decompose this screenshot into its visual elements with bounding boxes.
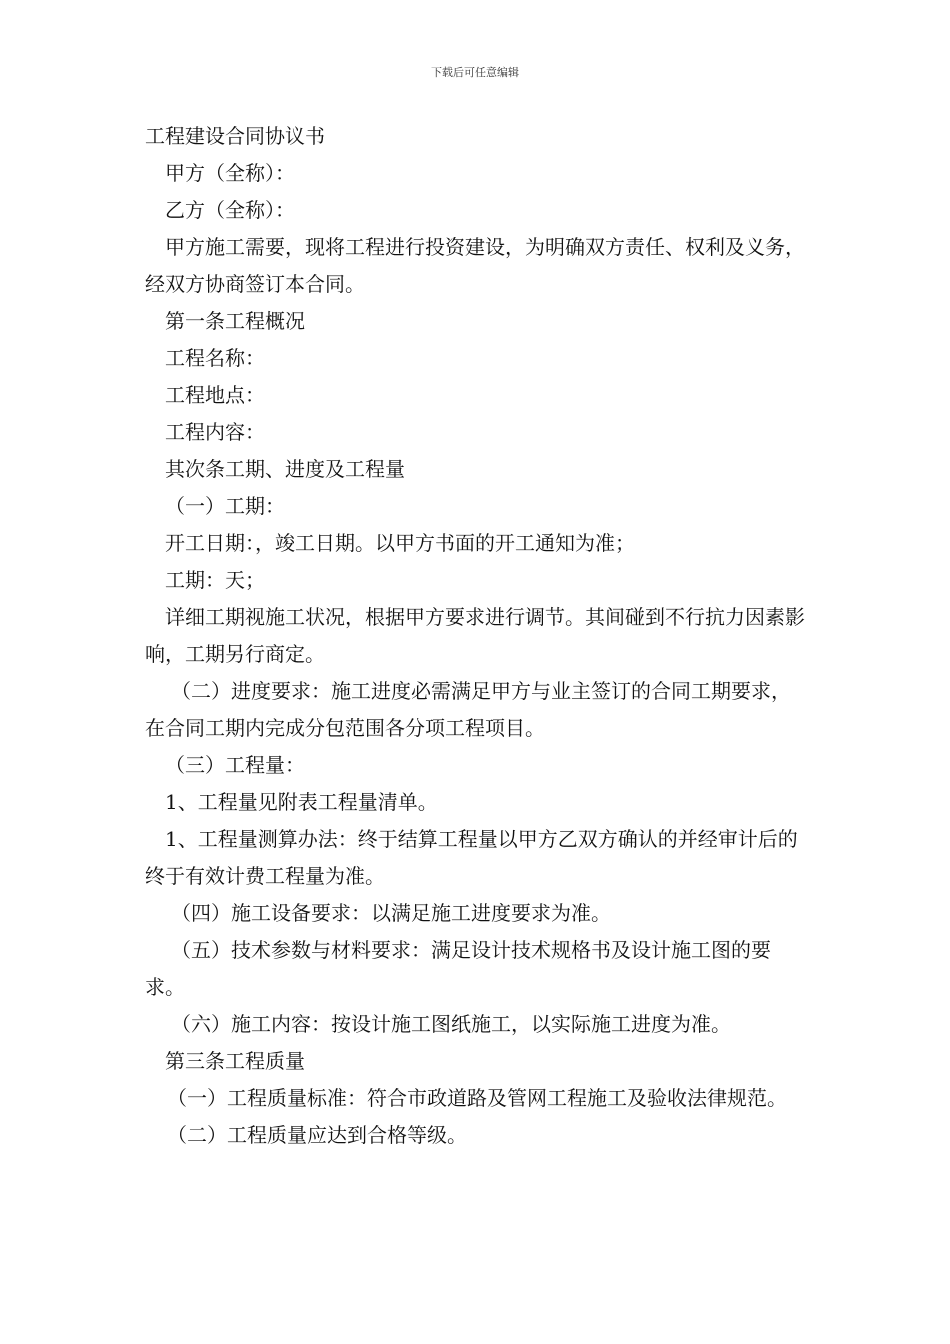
section-quantity-heading: （三）工程量： bbox=[165, 753, 305, 777]
document-title: 工程建设合同协议书 bbox=[145, 124, 325, 148]
start-end-date-line: 开工日期：，竣工日期。以甲方书面的开工通知为准； bbox=[165, 531, 635, 555]
equipment-requirement-line: （四）施工设备要求：以满足施工进度要求为准。 bbox=[171, 901, 611, 925]
section-duration-heading: （一）工期： bbox=[165, 494, 285, 518]
project-location-line: 工程地点： bbox=[165, 383, 265, 407]
party-b-line: 乙方（全称）： bbox=[165, 198, 295, 222]
document-body bbox=[145, 118, 810, 1154]
quantity-list-line: 1、工程量见附表工程量清单。 bbox=[165, 790, 438, 814]
preamble-paragraph: 甲方施工需要，现将工程进行投资建设，为明确双方责任、权利及义务，经双方协商签订本合同。 bbox=[145, 235, 805, 296]
construction-content-line: （六）施工内容：按设计施工图纸施工，以实际施工进度为准。 bbox=[171, 1012, 731, 1036]
progress-requirement-paragraph: （二）进度要求：施工进度必需满足甲方与业主签订的合同工期要求，在合同工期内完成分包范围各分项工程项目。 bbox=[145, 679, 791, 740]
party-a-line: 甲方（全称）： bbox=[165, 161, 295, 185]
material-requirement-paragraph: （五）技术参数与材料要求：满足设计技术规格书及设计施工图的要求。 bbox=[145, 938, 771, 999]
project-name-line: 工程名称： bbox=[165, 346, 265, 370]
project-content-line: 工程内容： bbox=[165, 420, 265, 444]
quantity-measurement-paragraph: 1、工程量测算办法：终于结算工程量以甲方乙双方确认的并经审计后的终于有效计费工程量为准。 bbox=[145, 827, 798, 888]
quality-grade-line: （二）工程质量应达到合格等级。 bbox=[167, 1123, 467, 1147]
duration-days-line: 工期：天； bbox=[165, 568, 265, 592]
quality-standard-paragraph: （一）工程质量标准：符合市政道路及管网工程施工及验收法律规范。 bbox=[167, 1086, 787, 1110]
page-header: 下载后可任意编辑 bbox=[431, 66, 519, 79]
duration-detail-paragraph: 详细工期视施工状况，根据甲方要求进行调节。其间碰到不行抗力因素影响，工期另行商定。 bbox=[145, 605, 805, 666]
article-3-heading: 第三条工程质量 bbox=[165, 1049, 305, 1073]
article-2-heading: 其次条工期、进度及工程量 bbox=[165, 457, 405, 481]
article-1-heading: 第一条工程概况 bbox=[165, 309, 305, 333]
